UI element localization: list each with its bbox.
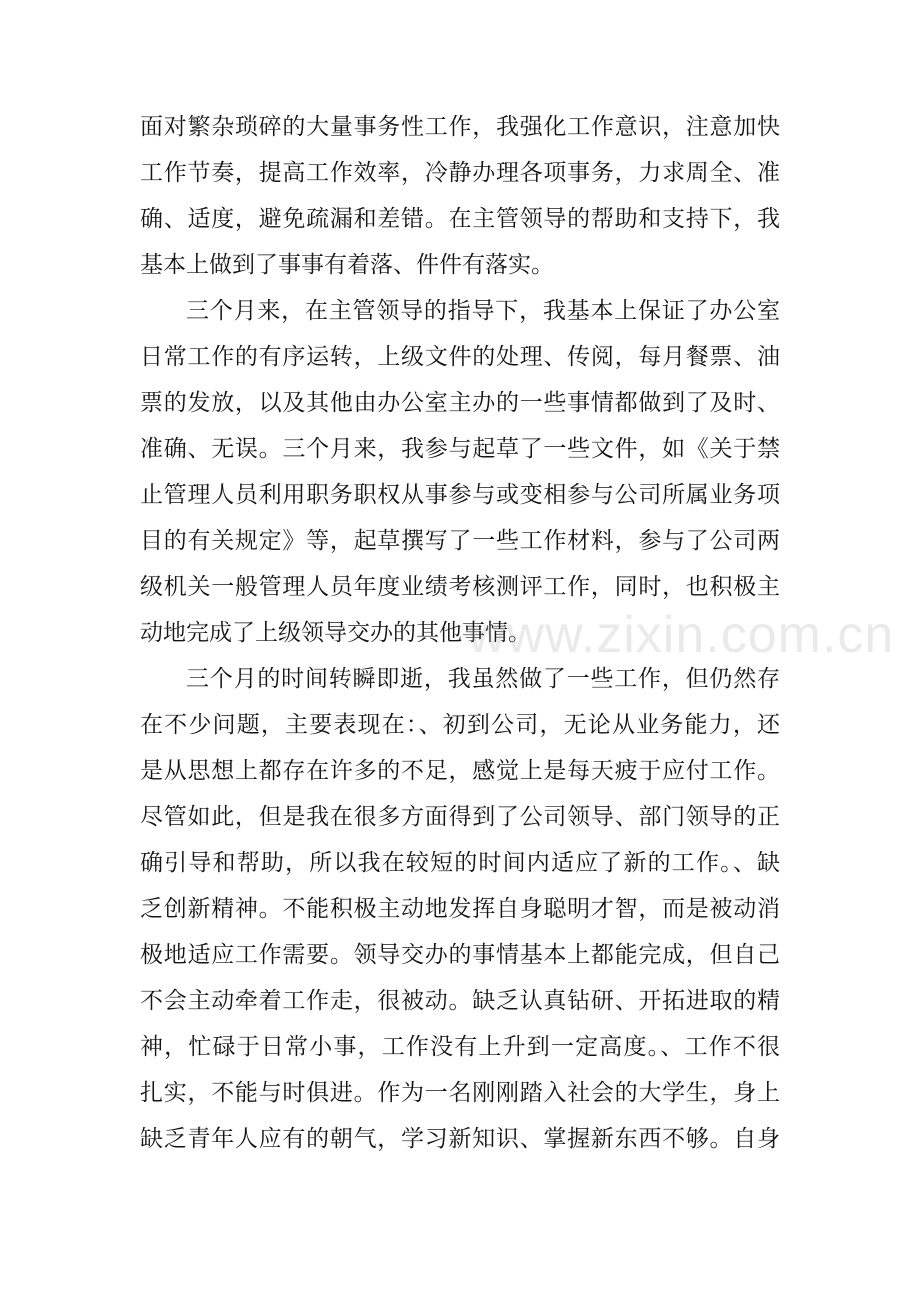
text-line: 确引导和帮助，所以我在较短的时间内适应了新的工作。、缺 (140, 850, 780, 876)
text-line: 票的发放，以及其他由办公室主办的一些事情都做到了及时、 (140, 390, 780, 416)
text-line: 目的有关规定》等，起草撰写了一些工作材料，参与了公司两 (140, 528, 780, 554)
text-line: 准确、无误。三个月来，我参与起草了一些文件，如《关于禁 (140, 436, 780, 462)
text-line: 确、适度，避免疏漏和差错。在主管领导的帮助和支持下，我 (140, 206, 780, 232)
text-line: 神，忙碌于日常小事，工作没有上升到一定高度。、工作不很 (140, 1034, 780, 1060)
text-line: 是从思想上都存在许多的不足，感觉上是每天疲于应付工作。 (140, 758, 780, 784)
paragraph-first-line: 三个月的时间转瞬即逝，我虽然做了一些工作，但仍然存 (186, 666, 780, 692)
text-line: 动地完成了上级领导交办的其他事情。 (140, 620, 531, 646)
text-line: 级机关一般管理人员年度业绩考核测评工作，同时，也积极主 (140, 574, 780, 600)
text-line: 不会主动牵着工作走，很被动。缺乏认真钻研、开拓进取的精 (140, 988, 780, 1014)
text-line: 止管理人员利用职务职权从事参与或变相参与公司所属业务项 (140, 482, 780, 508)
watermark: www.zixin.com.cn (468, 606, 895, 664)
text-line: 面对繁杂琐碎的大量事务性工作，我强化工作意识，注意加快 (140, 114, 780, 140)
text-line: 缺乏青年人应有的朝气，学习新知识、掌握新东西不够。自身 (140, 1126, 780, 1152)
text-line: 日常工作的有序运转，上级文件的处理、传阅，每月餐票、油 (140, 344, 780, 370)
text-line: 扎实，不能与时俱进。作为一名刚刚踏入社会的大学生，身上 (140, 1080, 780, 1106)
paragraph-first-line: 三个月来，在主管领导的指导下，我基本上保证了办公室 (186, 298, 780, 324)
text-line: 乏创新精神。不能积极主动地发挥自身聪明才智，而是被动消 (140, 896, 780, 922)
text-line: 极地适应工作需要。领导交办的事情基本上都能完成，但自己 (140, 942, 780, 968)
text-line: 尽管如此，但是我在很多方面得到了公司领导、部门领导的正 (140, 804, 780, 830)
text-line: 工作节奏，提高工作效率，冷静办理各项事务，力求周全、准 (140, 160, 780, 186)
text-line: 在不少问题，主要表现在：、初到公司，无论从业务能力，还 (140, 712, 780, 738)
text-line: 基本上做到了事事有着落、件件有落实。 (140, 252, 554, 278)
